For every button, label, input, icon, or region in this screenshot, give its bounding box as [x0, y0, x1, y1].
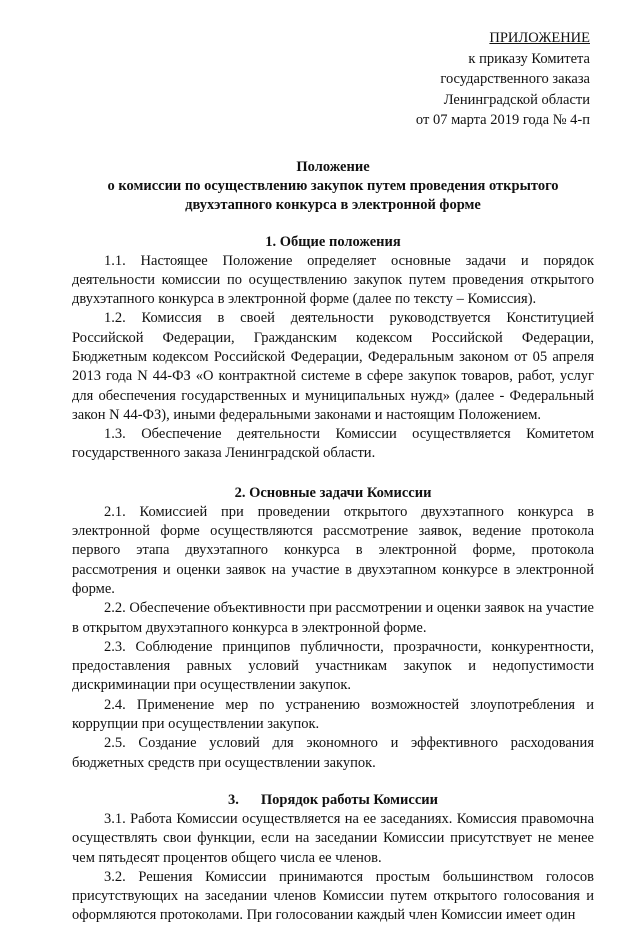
document-title [72, 158, 594, 215]
document-title-line: Положение [296, 158, 370, 175]
paragraph-3-1: 3.1. Работа Комиссии осуществляется на ее заседаниях. Комиссия правомочна осуществлять свои функции, если на заседании Комиссии присутствует не менее чем пятьдесят процентов общего числа ее членов. [72, 810, 594, 866]
appendix-line: государственного заказа [440, 71, 590, 87]
paragraph-1-2: 1.2. Комиссия в своей деятельности руководствуется Конституцией Российской Федерации, Гражданским кодексом Российской Федерации, Бюджетным кодексом Российской Федерации, Федеральным законом от 05 апреля 2013 года N 44-ФЗ «О контрактной системе в сфере закупок товаров, работ, услуг для обеспечения государственных и муниципальных нужд» (далее - Федеральный закон N 44-ФЗ), иными федеральными законами и настоящим Положением. [72, 310, 594, 423]
paragraph-2-1: 2.1. Комиссией при проведении открытого двухэтапного конкурса в электронной форме осуществляются рассмотрение заявок, ведение протокола первого этапа двухэтапного конкурса в электронной форме, протокола рассмотрения и оценки заявок на участие в двухэтапном конкурсе в электронной форме. [72, 503, 594, 597]
paragraph-2-5: 2.5. Создание условий для экономного и эффективного расходования бюджетных средств при осуществлении закупок. [72, 735, 594, 771]
appendix-block [72, 28, 590, 131]
appendix-line: Ленинградской области [443, 91, 590, 108]
section-number: 3. [228, 791, 239, 808]
document-title-line: двухэтапного конкурса в электронной форме [185, 196, 481, 213]
paragraph-3-2: 3.2. Решения Комиссии принимаются простым большинством голосов присутствующих на заседании членов Комиссии путем открытого голосования и оформляются протоколами. При голосовании каждый член Комиссии имеет один [72, 868, 594, 924]
section-heading-2: 2. Основные задачи Комиссии [234, 484, 432, 501]
paragraph-1-3: 1.3. Обеспечение деятельности Комиссии осуществляется Комитетом государственного заказа Ленинградской области. [72, 426, 594, 462]
appendix-title: ПРИЛОЖЕНИЕ [489, 30, 590, 46]
paragraph-1-1: 1.1. Настоящее Положение определяет основные задачи и порядок деятельности комиссии по осуществлению закупок путем проведения открытого двухэтапного конкурса в электронной форме (далее по тексту – Комиссия). [72, 252, 594, 308]
section-heading-text: Порядок работы Комиссии [260, 791, 438, 808]
appendix-line: от 07 марта 2019 года № 4-п [415, 112, 590, 128]
document-title-line: о комиссии по осуществлению закупок путем проведения открытого [107, 177, 559, 194]
paragraph-2-4: 2.4. Применение мер по устранению возможностей злоупотребления и коррупции при осуществлении закупок. [72, 696, 594, 733]
paragraph-2-3: 2.3. Соблюдение принципов публичности, прозрачности, конкурентности, предоставления равных условий участникам закупок и недопустимости дискриминации при осуществлении закупок. [72, 638, 594, 694]
paragraph-2-2: 2.2. Обеспечение объективности при рассмотрении и оценки заявок на участие в открытом двухэтапного конкурса в электронной форме. [72, 600, 594, 636]
appendix-line: к приказу Комитета [468, 50, 590, 67]
section-heading-1: 1. Общие положения [265, 233, 401, 250]
section-heading-3 [72, 791, 594, 810]
